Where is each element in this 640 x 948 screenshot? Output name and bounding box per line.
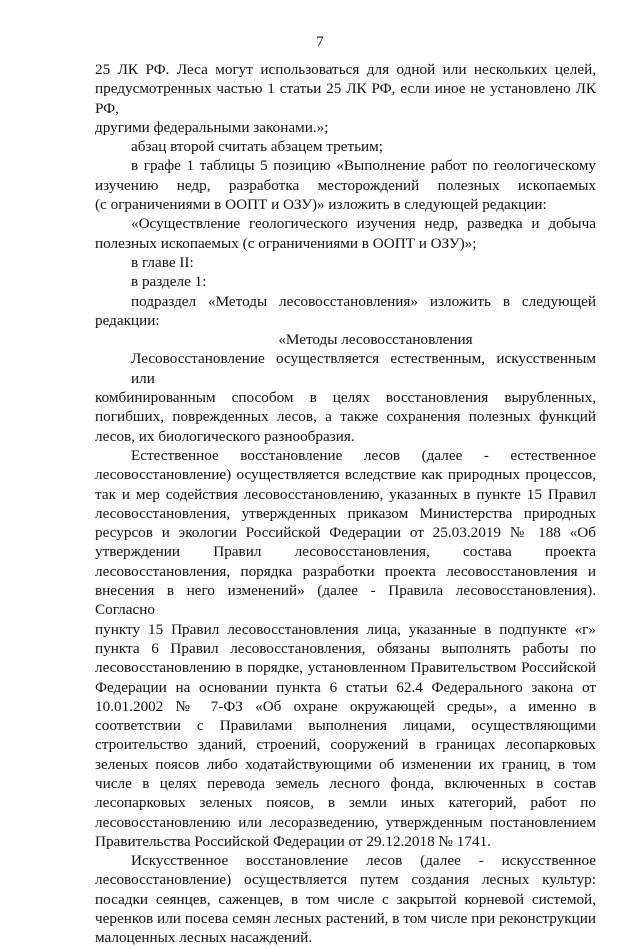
text-line: редакции: (95, 311, 160, 329)
text-line: лесов, их биологического разнообразия. (95, 427, 355, 445)
text-line: Федерации на основании пункта 6 статьи 62.4 Федерального закона от (95, 678, 596, 696)
text-line: в главе II: (131, 253, 194, 271)
text-line: погибших, поврежденных лесов, а также сохранения полезных функций (95, 408, 596, 426)
text-line: предусмотренных частью 1 статьи 25 ЛК РФ, если иное не установлено ЛК РФ, (95, 80, 596, 117)
text-line: зеленых поясов либо ходатайствующими об изменении их границ, в том (95, 755, 596, 773)
text-line: посадки сеянцев, саженцев, в том числе с закрытой корневой системой, (95, 890, 596, 908)
text-line: лесовосстановлению в порядке, установленном Правительством Российской (95, 659, 596, 677)
text-line: лесопарковых зеленых поясов, в земли иных категорий, работ по (95, 794, 596, 812)
text-line: (с ограничениями в ООПТ и ОЗУ)» изложить в следующей редакции: (95, 196, 547, 214)
text-line: комбинированным способом в целях восстановления вырубленных, (95, 389, 596, 407)
text-line: Искусственное восстановление лесов (далее - искусственное (131, 852, 596, 870)
text-line: «Осуществление геологического изучения недр, разведка и добыча (131, 215, 596, 233)
text-line: лесовосстановлению или лесоразведению, утвержденным постановлением (95, 813, 596, 831)
text-line: в разделе 1: (131, 273, 207, 291)
document-body (95, 60, 596, 948)
text-line: Правительства Российской Федерации от 29.12.2018 № 1741. (95, 832, 491, 850)
text-line: ресурсов и экологии Российской Федерации от 25.03.2019 № 188 «Об (95, 524, 596, 542)
text-line: Естественное восстановление лесов (далее - естественное (131, 446, 596, 464)
text-line: так и мер содействия лесовосстановлению, указанных в пункте 15 Правил (95, 485, 596, 503)
text-line: 10.01.2002 № 7-ФЗ «Об охране окружающей среды», а именно в (95, 697, 596, 715)
section-heading: «Методы лесовосстановления (278, 331, 473, 349)
text-line: подраздел «Методы лесовосстановления» изложить в следующей (131, 292, 596, 310)
text-line: пункту 15 Правил лесовосстановления лица, указанные в подпункте «г» (95, 620, 596, 638)
text-line: лесовосстановления, порядка разработки проекта лесовосстановления и (95, 562, 596, 580)
text-line: лесовосстановление) осуществляется путем создания лесных культур: (95, 871, 596, 889)
text-line: другими федеральными законами.»; (95, 118, 329, 136)
text-line: утверждении Правил лесовосстановления, состава проекта (95, 543, 596, 561)
text-line: лесовосстановление) осуществляется вследствие как природных процессов, (95, 466, 596, 484)
text-line: лесовосстановления, утвержденных приказом Министерства природных (95, 504, 596, 522)
text-line: черенков или посева семян лесных растений, в том числе при реконструкции (95, 910, 596, 928)
text-line: пункта 6 Правил лесовосстановления, обязаны выполнять работы по (95, 639, 596, 657)
text-line: 25 ЛК РФ. Леса могут использоваться для одной или нескольких целей, (95, 61, 596, 78)
text-line: полезных ископаемых (с ограничениями в ООПТ и ОЗУ)»; (95, 234, 477, 252)
text-line: соответствии с Правилами выполнения лицами, осуществляющими (95, 717, 596, 735)
text-line: внесения в него изменений» (далее - Правила лесовосстановления). Согласно (95, 582, 596, 619)
text-line: абзац второй считать абзацем третьим; (131, 138, 383, 156)
page-number: 7 (316, 34, 324, 50)
text-line: строительство зданий, строений, сооружений в границах лесопарковых (95, 736, 596, 754)
text-line: Лесовосстановление осуществляется естественным, искусственным или (131, 350, 596, 387)
text-line: в графе 1 таблицы 5 позицию «Выполнение работ по геологическому (131, 157, 596, 175)
text-line: числе в целях перевода земель лесного фонда, включенных в состав (95, 774, 596, 792)
text-line: изучению недр, разработка месторождений полезных ископаемых (95, 176, 596, 194)
text-line: малоценных лесных насаждений. (95, 929, 313, 947)
